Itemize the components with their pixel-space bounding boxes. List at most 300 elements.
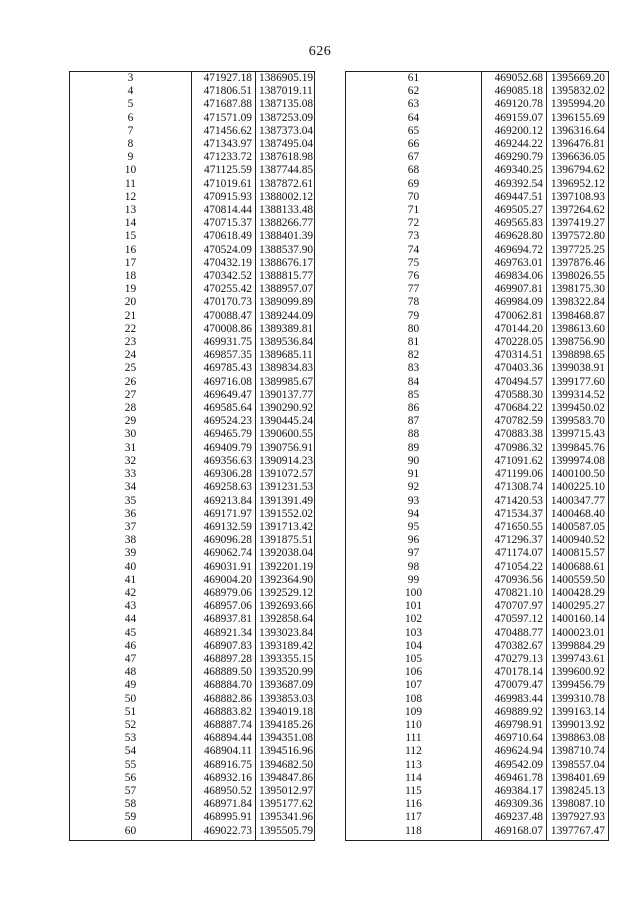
y-coordinate: 1394516.96 xyxy=(256,745,315,758)
x-coordinate: 468950.52 xyxy=(192,785,256,798)
table-row xyxy=(70,72,315,86)
x-coordinate: 471927.18 xyxy=(192,72,256,86)
y-coordinate: 1400815.57 xyxy=(547,547,609,560)
point-number: 98 xyxy=(407,560,420,573)
table-row xyxy=(70,825,315,841)
table-row xyxy=(70,719,315,732)
table-row xyxy=(346,402,609,415)
table-row xyxy=(346,640,609,653)
table-row xyxy=(346,362,609,375)
x-coordinate: 471534.37 xyxy=(482,508,547,521)
y-coordinate: 1388002.12 xyxy=(256,191,315,204)
table-row xyxy=(70,310,315,323)
table-row xyxy=(346,547,609,560)
table-row xyxy=(346,811,609,824)
x-coordinate: 470008.86 xyxy=(192,323,256,336)
y-coordinate: 1399038.91 xyxy=(547,362,609,375)
x-coordinate: 470255.42 xyxy=(192,283,256,296)
point-number: 37 xyxy=(124,520,137,533)
table-row xyxy=(346,178,609,191)
y-coordinate: 1392529.12 xyxy=(256,587,315,600)
y-coordinate: 1394019.18 xyxy=(256,706,315,719)
y-coordinate: 1388266.77 xyxy=(256,217,315,230)
y-coordinate: 1398401.69 xyxy=(547,772,609,785)
point-number: 43 xyxy=(124,600,137,613)
y-coordinate: 1395994.20 xyxy=(547,98,609,111)
table-row xyxy=(70,402,315,415)
y-coordinate: 1393355.15 xyxy=(256,653,315,666)
table-row xyxy=(70,217,315,230)
x-coordinate: 471054.22 xyxy=(482,561,547,574)
y-coordinate: 1400468.40 xyxy=(547,508,609,521)
y-coordinate: 1397927.93 xyxy=(547,811,609,824)
point-number: 40 xyxy=(124,560,137,573)
x-coordinate: 470524.09 xyxy=(192,244,256,257)
x-coordinate: 470228.05 xyxy=(482,336,547,349)
x-coordinate: 470821.10 xyxy=(482,587,547,600)
point-number: 102 xyxy=(404,613,423,626)
point-number: 115 xyxy=(405,784,422,797)
x-coordinate: 469052.68 xyxy=(482,72,547,86)
table-row xyxy=(346,600,609,613)
x-coordinate: 469132.59 xyxy=(192,521,256,534)
x-coordinate: 469907.81 xyxy=(482,283,547,296)
table-row xyxy=(346,310,609,323)
x-coordinate: 469524.23 xyxy=(192,415,256,428)
y-coordinate: 1400688.61 xyxy=(547,561,609,574)
point-number: 110 xyxy=(405,718,422,731)
x-coordinate: 469096.28 xyxy=(192,534,256,547)
table-row xyxy=(346,825,609,841)
table-row xyxy=(346,151,609,164)
point-number: 57 xyxy=(124,784,137,797)
table-row xyxy=(70,336,315,349)
x-coordinate: 468883.82 xyxy=(192,706,256,719)
y-coordinate: 1397108.93 xyxy=(547,191,609,204)
point-number: 74 xyxy=(407,243,420,256)
x-coordinate: 470170.73 xyxy=(192,296,256,309)
y-coordinate: 1388815.77 xyxy=(256,270,315,283)
point-number: 73 xyxy=(407,230,420,243)
y-coordinate: 1391072.57 xyxy=(256,468,315,481)
point-number: 32 xyxy=(124,454,137,467)
y-coordinate: 1396316.64 xyxy=(547,125,609,138)
x-coordinate: 470079.47 xyxy=(482,679,547,692)
x-coordinate: 469244.22 xyxy=(482,138,547,151)
point-number: 111 xyxy=(405,732,422,745)
y-coordinate: 1399450.02 xyxy=(547,402,609,415)
table-row xyxy=(346,455,609,468)
y-coordinate: 1388133.48 xyxy=(256,204,315,217)
y-coordinate: 1398026.55 xyxy=(547,270,609,283)
table-row xyxy=(346,138,609,151)
table-row xyxy=(70,85,315,98)
y-coordinate: 1389834.83 xyxy=(256,362,315,375)
table-row xyxy=(346,230,609,243)
x-coordinate: 471343.97 xyxy=(192,138,256,151)
x-coordinate: 468932.16 xyxy=(192,772,256,785)
table-row xyxy=(70,230,315,243)
table-row xyxy=(70,587,315,600)
point-number: 116 xyxy=(405,798,422,811)
point-number: 72 xyxy=(407,217,420,230)
y-coordinate: 1400100.50 xyxy=(547,468,609,481)
x-coordinate: 469409.79 xyxy=(192,442,256,455)
point-number: 86 xyxy=(407,402,420,415)
table-row xyxy=(346,270,609,283)
y-coordinate: 1398322.84 xyxy=(547,296,609,309)
y-coordinate: 1387373.04 xyxy=(256,125,315,138)
y-coordinate: 1396636.05 xyxy=(547,151,609,164)
y-coordinate: 1398245.13 xyxy=(547,785,609,798)
point-number: 79 xyxy=(407,309,420,322)
point-number: 33 xyxy=(124,468,137,481)
x-coordinate: 469716.08 xyxy=(192,376,256,389)
table-row xyxy=(70,362,315,375)
point-number: 96 xyxy=(407,534,420,547)
point-number: 61 xyxy=(407,72,420,84)
y-coordinate: 1390137.77 xyxy=(256,389,315,402)
x-coordinate: 471687.88 xyxy=(192,98,256,111)
table-row xyxy=(346,719,609,732)
x-coordinate: 469585.64 xyxy=(192,402,256,415)
y-coordinate: 1392858.64 xyxy=(256,613,315,626)
x-coordinate: 470597.12 xyxy=(482,613,547,626)
table-row xyxy=(346,85,609,98)
y-coordinate: 1399163.14 xyxy=(547,706,609,719)
y-coordinate: 1392693.66 xyxy=(256,600,315,613)
x-coordinate: 469356.63 xyxy=(192,455,256,468)
point-number: 15 xyxy=(124,230,137,243)
x-coordinate: 469785.43 xyxy=(192,362,256,375)
y-coordinate: 1398557.04 xyxy=(547,759,609,772)
x-coordinate: 471420.53 xyxy=(482,495,547,508)
x-coordinate: 471174.07 xyxy=(482,547,547,560)
x-coordinate: 469062.74 xyxy=(192,547,256,560)
x-coordinate: 469290.79 xyxy=(482,151,547,164)
x-coordinate: 468889.50 xyxy=(192,666,256,679)
x-coordinate: 469798.91 xyxy=(482,719,547,732)
x-coordinate: 470814.44 xyxy=(192,204,256,217)
x-coordinate: 470936.56 xyxy=(482,574,547,587)
y-coordinate: 1393853.03 xyxy=(256,693,315,706)
coordinates-table-left xyxy=(69,71,315,841)
page-number: 626 xyxy=(308,44,332,59)
x-coordinate: 470715.37 xyxy=(192,217,256,230)
point-number: 101 xyxy=(404,600,423,613)
y-coordinate: 1398468.87 xyxy=(547,310,609,323)
table-row xyxy=(346,204,609,217)
x-coordinate: 469983.44 xyxy=(482,693,547,706)
y-coordinate: 1398710.74 xyxy=(547,745,609,758)
x-coordinate: 469447.51 xyxy=(482,191,547,204)
x-coordinate: 469200.12 xyxy=(482,125,547,138)
point-number: 44 xyxy=(124,613,137,626)
x-coordinate: 469505.27 xyxy=(482,204,547,217)
point-number: 9 xyxy=(127,151,134,164)
point-number: 14 xyxy=(124,217,137,230)
table-row xyxy=(70,534,315,547)
x-coordinate: 470618.49 xyxy=(192,230,256,243)
y-coordinate: 1399845.76 xyxy=(547,442,609,455)
x-coordinate: 468916.75 xyxy=(192,759,256,772)
y-coordinate: 1394847.86 xyxy=(256,772,315,785)
x-coordinate: 468971.84 xyxy=(192,798,256,811)
y-coordinate: 1397264.62 xyxy=(547,204,609,217)
table-row xyxy=(346,732,609,745)
x-coordinate: 471233.72 xyxy=(192,151,256,164)
table-row xyxy=(70,244,315,257)
y-coordinate: 1391231.53 xyxy=(256,481,315,494)
y-coordinate: 1400225.10 xyxy=(547,481,609,494)
point-number: 35 xyxy=(124,494,137,507)
x-coordinate: 468882.86 xyxy=(192,693,256,706)
table-row xyxy=(346,481,609,494)
y-coordinate: 1400428.29 xyxy=(547,587,609,600)
point-number: 78 xyxy=(407,296,420,309)
table-row xyxy=(70,666,315,679)
x-coordinate: 470488.77 xyxy=(482,627,547,640)
point-number: 58 xyxy=(124,798,137,811)
point-number: 29 xyxy=(124,415,137,428)
x-coordinate: 470382.67 xyxy=(482,640,547,653)
y-coordinate: 1392364.90 xyxy=(256,574,315,587)
y-coordinate: 1399715.43 xyxy=(547,428,609,441)
y-coordinate: 1390756.91 xyxy=(256,442,315,455)
x-coordinate: 469857.35 xyxy=(192,349,256,362)
point-number: 30 xyxy=(124,428,137,441)
x-coordinate: 470986.32 xyxy=(482,442,547,455)
table-row xyxy=(346,349,609,362)
table-row xyxy=(346,745,609,758)
x-coordinate: 469004.20 xyxy=(192,574,256,587)
table-row xyxy=(346,508,609,521)
x-coordinate: 470782.59 xyxy=(482,415,547,428)
y-coordinate: 1398087.10 xyxy=(547,798,609,811)
table-row xyxy=(70,191,315,204)
table-row xyxy=(70,415,315,428)
x-coordinate: 470915.93 xyxy=(192,191,256,204)
point-number: 62 xyxy=(407,85,420,98)
point-number: 21 xyxy=(124,309,137,322)
y-coordinate: 1396952.12 xyxy=(547,178,609,191)
x-coordinate: 471806.51 xyxy=(192,85,256,98)
y-coordinate: 1395177.62 xyxy=(256,798,315,811)
point-number: 81 xyxy=(407,336,420,349)
x-coordinate: 471019.61 xyxy=(192,178,256,191)
y-coordinate: 1398175.30 xyxy=(547,283,609,296)
table-row xyxy=(70,323,315,336)
point-number: 70 xyxy=(407,190,420,203)
point-number: 52 xyxy=(124,718,137,731)
point-number: 18 xyxy=(124,270,137,283)
point-number: 64 xyxy=(407,111,420,124)
y-coordinate: 1399600.92 xyxy=(547,666,609,679)
point-number: 59 xyxy=(124,811,137,824)
point-number: 65 xyxy=(407,124,420,137)
point-number: 42 xyxy=(124,586,137,599)
y-coordinate: 1398756.90 xyxy=(547,336,609,349)
y-coordinate: 1386905.19 xyxy=(256,72,315,86)
table-row xyxy=(70,349,315,362)
point-number: 27 xyxy=(124,388,137,401)
point-number: 114 xyxy=(405,771,422,784)
table-row xyxy=(70,600,315,613)
table-row xyxy=(346,389,609,402)
x-coordinate: 471650.55 xyxy=(482,521,547,534)
y-coordinate: 1397876.46 xyxy=(547,257,609,270)
x-coordinate: 469120.78 xyxy=(482,98,547,111)
table-row xyxy=(346,125,609,138)
point-number: 10 xyxy=(124,164,137,177)
x-coordinate: 469022.73 xyxy=(192,825,256,841)
x-coordinate: 469168.07 xyxy=(482,825,547,841)
point-number: 107 xyxy=(404,679,423,692)
y-coordinate: 1400295.27 xyxy=(547,600,609,613)
y-coordinate: 1400160.14 xyxy=(547,613,609,626)
point-number: 22 xyxy=(124,322,137,335)
table-row xyxy=(70,481,315,494)
point-number: 113 xyxy=(405,758,422,771)
point-number: 7 xyxy=(127,124,134,137)
table-row xyxy=(346,415,609,428)
table-row xyxy=(346,772,609,785)
y-coordinate: 1390600.55 xyxy=(256,428,315,441)
table-row xyxy=(70,98,315,111)
y-coordinate: 1399177.60 xyxy=(547,376,609,389)
point-number: 93 xyxy=(407,494,420,507)
table-row xyxy=(70,376,315,389)
table-row xyxy=(70,640,315,653)
x-coordinate: 469340.25 xyxy=(482,164,547,177)
table-row xyxy=(346,296,609,309)
table-row xyxy=(346,798,609,811)
point-number: 109 xyxy=(404,705,423,718)
point-number: 23 xyxy=(124,336,137,349)
table-row xyxy=(346,653,609,666)
x-coordinate: 469159.07 xyxy=(482,112,547,125)
point-number: 60 xyxy=(124,824,137,837)
table-row xyxy=(70,693,315,706)
y-coordinate: 1400940.52 xyxy=(547,534,609,547)
x-coordinate: 469834.06 xyxy=(482,270,547,283)
y-coordinate: 1397725.25 xyxy=(547,244,609,257)
point-number: 71 xyxy=(407,204,420,217)
point-number: 89 xyxy=(407,441,420,454)
table-row xyxy=(346,587,609,600)
x-coordinate: 470144.20 xyxy=(482,323,547,336)
table-row xyxy=(70,428,315,441)
table-row xyxy=(346,164,609,177)
x-coordinate: 471296.37 xyxy=(482,534,547,547)
table-row xyxy=(70,679,315,692)
point-number: 69 xyxy=(407,177,420,190)
y-coordinate: 1393023.84 xyxy=(256,627,315,640)
point-number: 19 xyxy=(124,283,137,296)
point-number: 80 xyxy=(407,322,420,335)
y-coordinate: 1395505.79 xyxy=(256,825,315,841)
point-number: 91 xyxy=(407,468,420,481)
point-number: 54 xyxy=(124,745,137,758)
point-number: 104 xyxy=(404,639,423,652)
y-coordinate: 1395832.02 xyxy=(547,85,609,98)
point-number: 103 xyxy=(404,626,423,639)
y-coordinate: 1400023.01 xyxy=(547,627,609,640)
table-row xyxy=(346,613,609,626)
point-number: 39 xyxy=(124,547,137,560)
x-coordinate: 469085.18 xyxy=(482,85,547,98)
y-coordinate: 1391875.51 xyxy=(256,534,315,547)
y-coordinate: 1388537.90 xyxy=(256,244,315,257)
point-number: 85 xyxy=(407,388,420,401)
table-row xyxy=(70,204,315,217)
y-coordinate: 1399743.61 xyxy=(547,653,609,666)
point-number: 45 xyxy=(124,626,137,639)
x-coordinate: 470403.36 xyxy=(482,362,547,375)
x-coordinate: 468904.11 xyxy=(192,745,256,758)
point-number: 87 xyxy=(407,415,420,428)
point-number: 77 xyxy=(407,283,420,296)
coordinates-table-right xyxy=(345,71,609,841)
table-row xyxy=(70,547,315,560)
point-number: 92 xyxy=(407,481,420,494)
x-coordinate: 469309.36 xyxy=(482,798,547,811)
table-row xyxy=(70,178,315,191)
x-coordinate: 471456.62 xyxy=(192,125,256,138)
point-number: 36 xyxy=(124,507,137,520)
point-number: 24 xyxy=(124,349,137,362)
point-number: 17 xyxy=(124,256,137,269)
y-coordinate: 1389389.81 xyxy=(256,323,315,336)
y-coordinate: 1397767.47 xyxy=(547,825,609,841)
y-coordinate: 1392038.04 xyxy=(256,547,315,560)
y-coordinate: 1399314.52 xyxy=(547,389,609,402)
y-coordinate: 1389099.89 xyxy=(256,296,315,309)
x-coordinate: 471199.06 xyxy=(482,468,547,481)
y-coordinate: 1394682.50 xyxy=(256,759,315,772)
y-coordinate: 1400587.05 xyxy=(547,521,609,534)
point-number: 56 xyxy=(124,771,137,784)
table-row xyxy=(346,693,609,706)
table-row xyxy=(346,191,609,204)
point-number: 90 xyxy=(407,454,420,467)
y-coordinate: 1400347.77 xyxy=(547,495,609,508)
point-number: 95 xyxy=(407,520,420,533)
table-row xyxy=(70,112,315,125)
table-row xyxy=(70,389,315,402)
y-coordinate: 1397419.27 xyxy=(547,217,609,230)
table-row xyxy=(346,468,609,481)
x-coordinate: 468979.06 xyxy=(192,587,256,600)
table-row xyxy=(346,376,609,389)
table-row xyxy=(70,811,315,824)
point-number: 12 xyxy=(124,190,137,203)
x-coordinate: 469384.17 xyxy=(482,785,547,798)
table-row xyxy=(346,98,609,111)
table-row xyxy=(346,679,609,692)
y-coordinate: 1387618.98 xyxy=(256,151,315,164)
table-row xyxy=(346,72,609,86)
x-coordinate: 470494.57 xyxy=(482,376,547,389)
table-row xyxy=(346,217,609,230)
table-row xyxy=(70,574,315,587)
table-row xyxy=(346,244,609,257)
point-number: 16 xyxy=(124,243,137,256)
point-number: 53 xyxy=(124,732,137,745)
point-number: 67 xyxy=(407,151,420,164)
point-number: 11 xyxy=(125,177,136,190)
table-row xyxy=(70,455,315,468)
